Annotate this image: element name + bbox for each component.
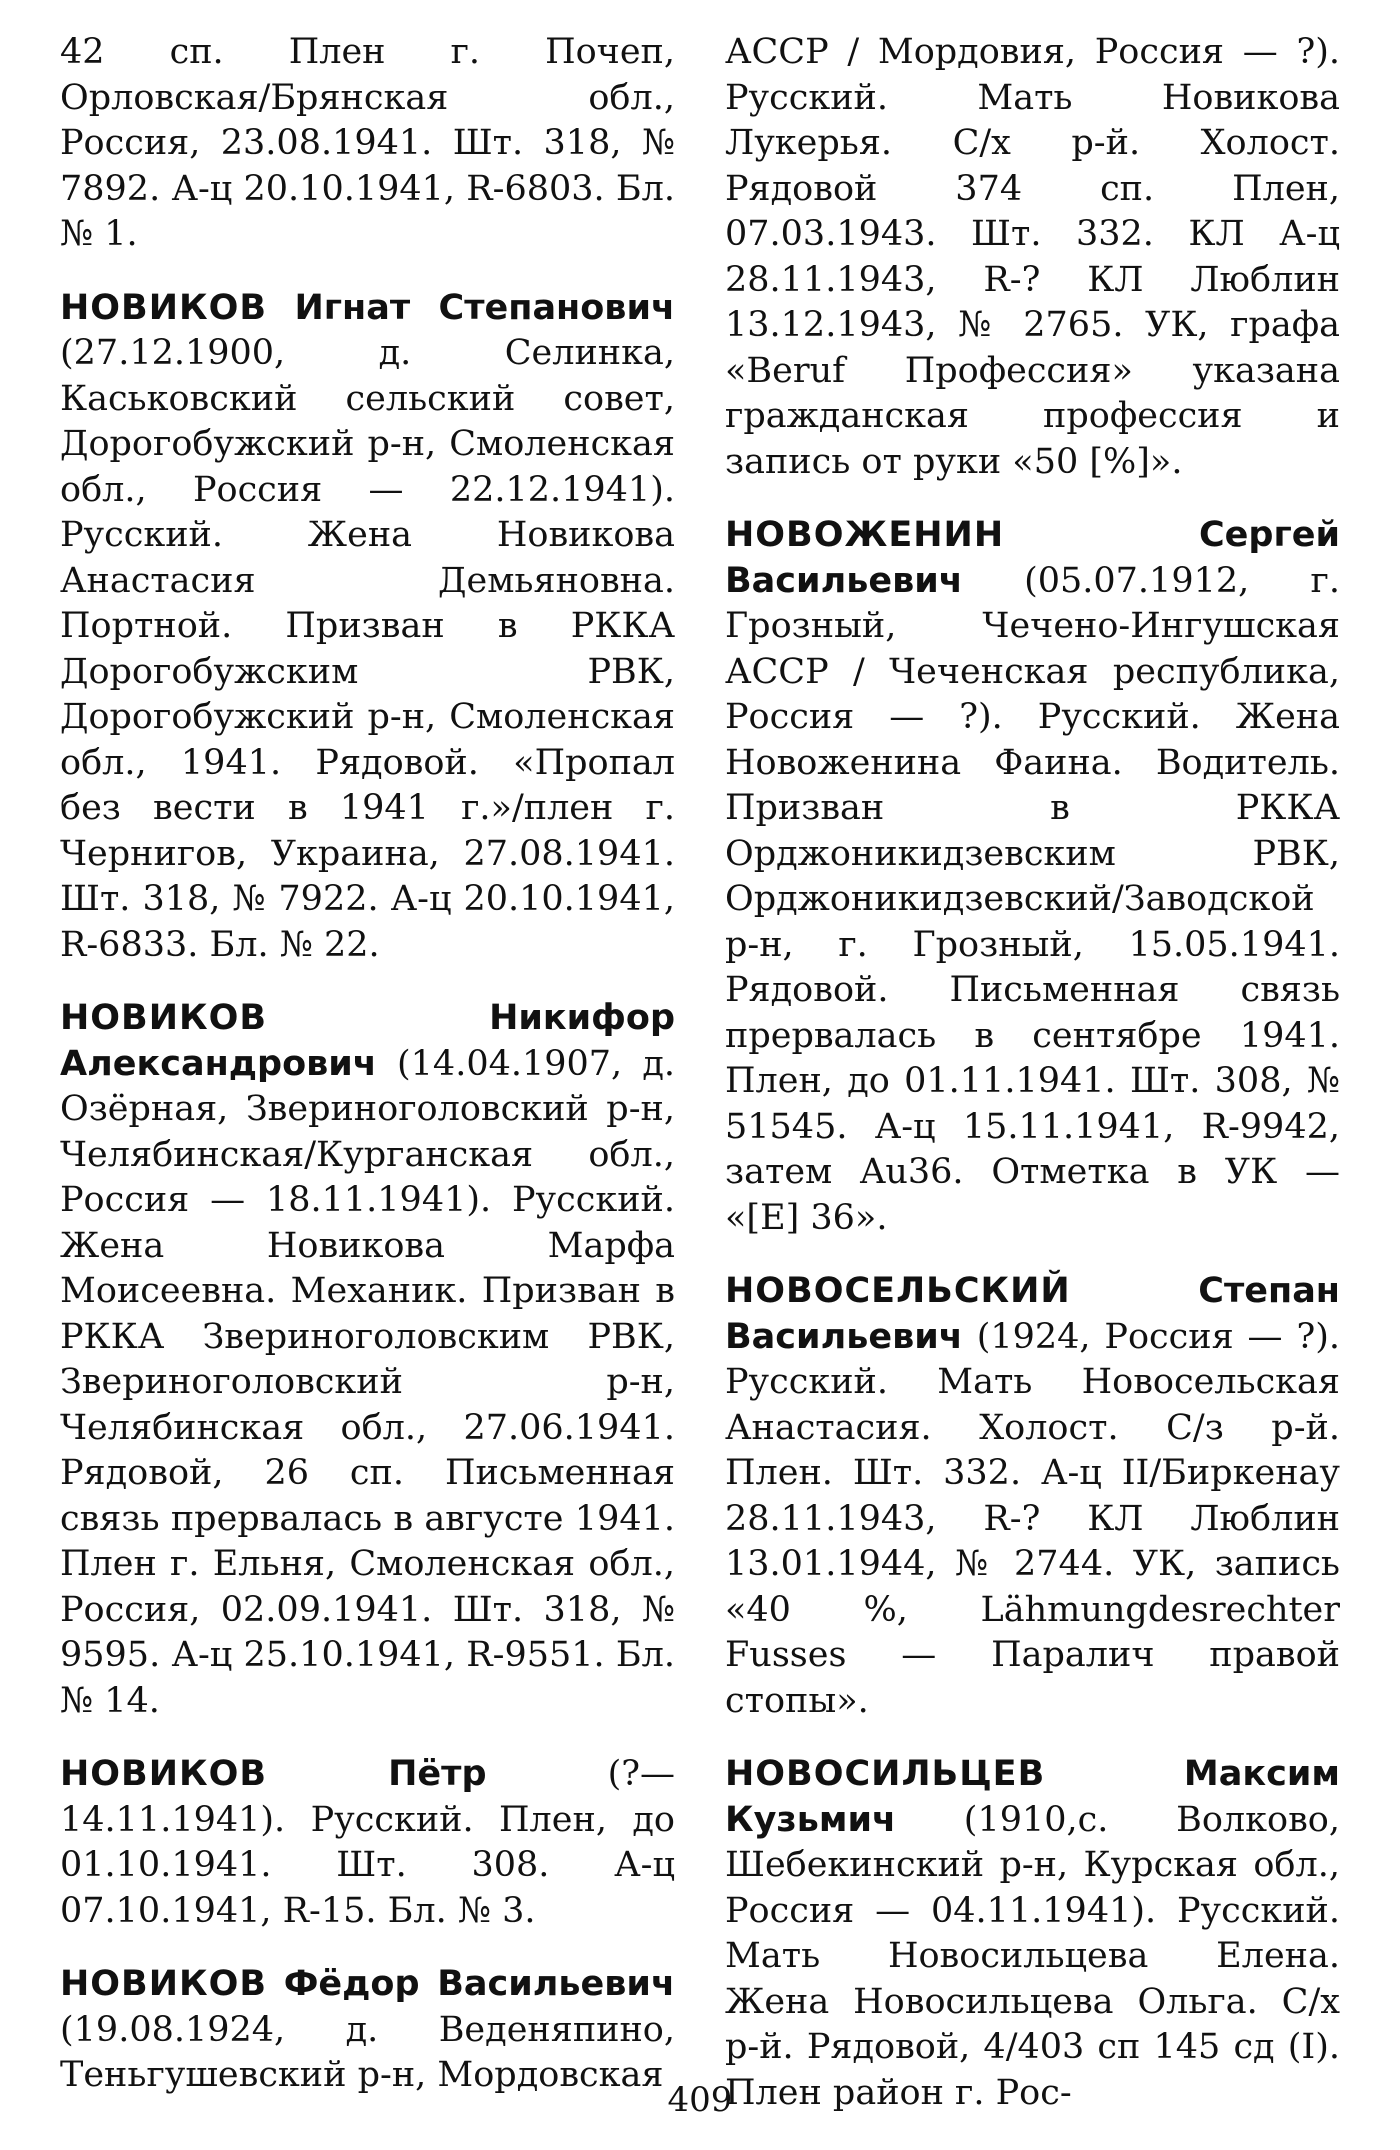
entry-given-name: Игнат Степанович [294,287,675,328]
entry [725,1752,1340,2116]
entry-surname: НОВОСИЛЬЦЕВ [725,1754,1046,1794]
entry [725,1269,1340,1724]
entry-given-name: Степан Васильевич [725,1271,1340,1357]
entry-surname: НОВОСЕЛЬСКИЙ [725,1271,1071,1311]
entry-given-name: Максим Кузьмич [725,1754,1340,1840]
entry-text: (14.04.1907, д. Озёрная, Звериноголовский р-н, Челябинская/Курганская обл., Россия — 18.11.1941). Русский. Жена Новикова Марфа Моисеевна. Механик. Призван в РККА Звериноголовским РВК, Звериноголовский р-н, Челябинская обл., 27.06.1941. Рядовой, 26 сп. Письменная связь прервалась в августе 1941. Плен г. Ельня, Смоленская обл., Россия, 02.09.1941. Шт. 318, № 9595. А-ц 25.10.1941, R-9551. Бл. № 14. [60,1043,675,1721]
entry [60,996,675,1724]
entry-text: (1910,с. Волково, Шебекинский р-н, Курская обл., Россия — 04.11.1941). Русский. Мать Новосильцева Елена. Жена Новосильцева Ольга. С/х р-й. Рядовой, 4/403 сп 145 сд (I). Плен район г. Рос- [725,1799,1340,2113]
right-column [725,30,1340,2144]
entry-surname: НОВИКОВ [60,998,268,1038]
entry-surname: НОВИКОВ [60,287,268,328]
entry-given-name: Фёдор Васильевич [283,1964,675,2004]
entry-text: (05.07.1912, г. Грозный, Чечено-Ингушская АССР / Чеченская республика, Россия — ?). Русский. Жена Новоженина Фаина. Водитель. Призван в РККА Орджоникидзевским РВК, Орджоникидзевский/Заводской р-н, г. Грозный, 15.05.1941. Рядовой. Письменная связь прервалась в сентябре 1941. Плен, до 01.11.1941. Шт. 308, № 51545. А-ц 15.11.1941, R-9942, затем Au36. Отметка в УК — «[E] 36». [725,560,1340,1238]
entry-surname: НОВИКОВ [60,1964,268,2004]
left-column [60,30,675,2144]
entry-text: АССР / Мордовия, Россия — ?). Русский. Мать Новикова Лукерья. С/х р-й. Холост. Рядовой 374 сп. Плен, 07.03.1943. Шт. 332. КЛ А-ц 28.11.1943, R-? КЛ Люблин 13.12.1943, № 2765. УК, графа «Beruf Профессия» указана гражданская профессия и запись от руки «50 [%]». [725,32,1340,482]
page-body [60,30,1340,2144]
entry-text: (19.08.1924, д. Веденяпино, Теньгушевский р-н, Мордовская [60,2009,675,2095]
entry [60,286,675,969]
entry-text: (1924, Россия — ?). Русский. Мать Новосельская Анастасия. Холост. С/з р-й. Плен. Шт. 332. А-ц II/Биркенау 28.11.1943, R-? КЛ Люблин 13.01.1944, № 2744. УК, запись «40 %, Lähmungdesrechter Fusses — Паралич правой стопы». [725,1316,1340,1721]
entry-surname: НОВОЖЕНИН [725,515,1005,555]
entry-text: 42 сп. Плен г. Почеп, Орловская/Брянская обл., Россия, 23.08.1941. Шт. 318, № 7892. А-ц 20.10.1941, R-6803. Бл. № 1. [60,32,675,254]
entry-given-name: Пётр [388,1754,487,1794]
entry [725,30,1340,485]
page-number: 409 [667,2080,733,2120]
entry [725,513,1340,1241]
entry-text: (27.12.1900, д. Селинка, Каськовский сельский совет, Дорогобужский р-н, Смоленская обл., Россия — 22.12.1941). Русский. Жена Новикова Анастасия Демьяновна. Портной. Призван в РККА Дорогобужским РВК, Дорогобужский р-н, Смоленская обл., 1941. Рядовой. «Пропал без вести в 1941 г.»/плен г. Чернигов, Украина, 27.08.1941. Шт. 318, № 7922. А-ц 20.10.1941, R-6833. Бл. № 22. [60,333,675,965]
entry-given-name: Никифор Александрович [60,998,675,1084]
entry-surname: НОВИКОВ [60,1754,268,1794]
entry [60,1962,675,2099]
entry [60,30,675,258]
entry-given-name: Сергей Васильевич [725,515,1340,601]
entry-text: (?—14.11.1941). Русский. Плен, до 01.10.1941. Шт. 308. А-ц 07.10.1941, R-15. Бл. № 3. [60,1754,675,1931]
entry [60,1752,675,1934]
